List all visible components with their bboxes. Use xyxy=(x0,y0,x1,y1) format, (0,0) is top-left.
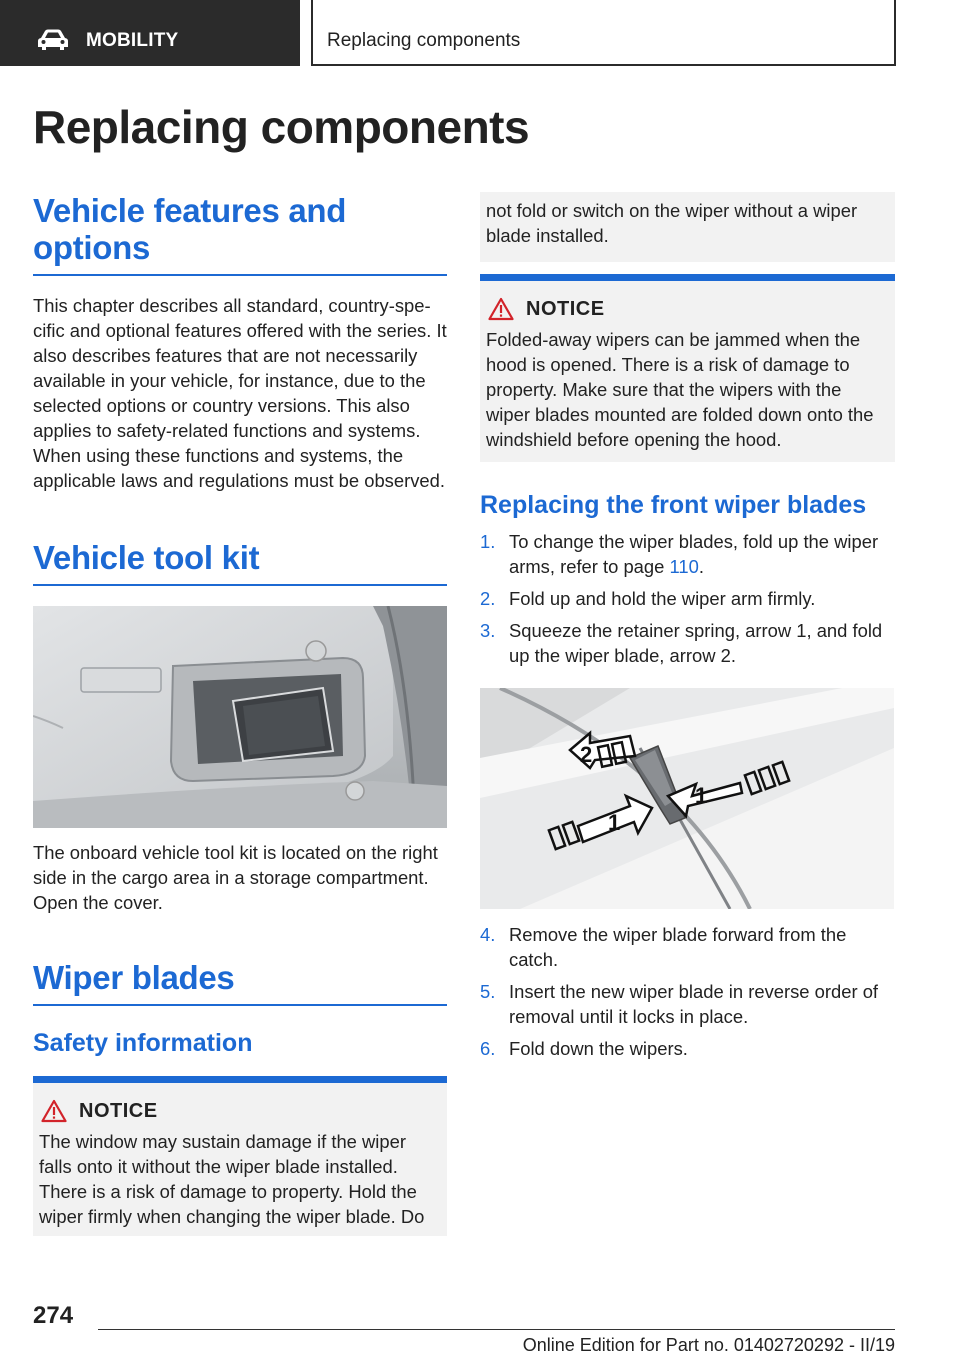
step-item xyxy=(480,529,895,579)
replace-front-wipers-heading: Replacing the front wiper blades xyxy=(480,491,867,519)
vehicle-features-paragraph: This chapter describes all standard, country-specific and optional features offered with the series. It also describes features that are not necessarily available in your vehicle, for instance, due to the selected options or country versions. This also applies to safety-related functions and systems. When using these functions and systems, the applicable laws and regulations must be observed. xyxy=(33,295,447,491)
notice-title: NOTICE xyxy=(79,1099,158,1122)
tool-kit-photo xyxy=(33,606,447,828)
notice-box-hood-jam xyxy=(480,274,895,462)
notice-text-continued: not fold or switch on the wiper without a wiper blade installed. xyxy=(486,200,858,246)
wiper-blade-illustration xyxy=(480,688,894,909)
right-column xyxy=(480,192,895,1068)
page-title: Replacing components xyxy=(33,101,530,153)
warning-triangle-icon xyxy=(488,297,514,321)
step-text: Squeeze the retainer spring, arrow 1, and fold up the wiper blade, arrow 2. xyxy=(509,620,883,666)
steps-list-top xyxy=(480,529,895,668)
tool-kit-caption: The onboard vehicle tool kit is located on the right side in the cargo area in a storage compartment. Open the cover. xyxy=(33,842,438,913)
step-item xyxy=(480,979,895,1029)
step-number: 2. xyxy=(480,588,496,609)
step-text: Fold up and hold the wiper arm firmly. xyxy=(509,588,816,609)
step-item xyxy=(480,586,895,611)
vehicle-features-heading xyxy=(33,192,447,276)
step-text: Fold down the wipers. xyxy=(509,1038,688,1059)
notice-text: Folded-away wipers can be jammed when the hood is opened. There is a risk of damage to property. Make sure that the wipers with the wiper blades mounted are folded down onto the windshield before opening the hood. xyxy=(486,329,874,450)
step-text: Remove the wiper blade forward from the catch. xyxy=(509,924,847,970)
step-number: 1. xyxy=(480,531,496,552)
arrow-1-right-label: 1 xyxy=(695,783,708,808)
arrow-2-label: 2 xyxy=(580,742,593,767)
step-number: 4. xyxy=(480,924,496,945)
warning-triangle-icon xyxy=(41,1099,67,1123)
page-reference-link[interactable]: 110 xyxy=(669,556,699,577)
step-number: 5. xyxy=(480,981,496,1002)
arrow-1-left-label: 1 xyxy=(608,810,621,835)
car-icon xyxy=(36,28,70,52)
header-chapter-tab[interactable] xyxy=(311,0,896,66)
header-chapter-label: Replacing components xyxy=(327,30,521,51)
steps-list-bottom xyxy=(480,922,895,1061)
safety-information-heading: Safety information xyxy=(33,1029,253,1057)
footer-edition-text: Online Edition for Part no. 01402720292 - II/19 xyxy=(522,1335,895,1355)
step-text xyxy=(509,529,895,579)
step-number: 3. xyxy=(480,620,496,641)
step-text-tail: . xyxy=(698,556,704,577)
tool-kit-heading: Vehicle tool kit xyxy=(33,539,447,586)
header-section-label: MOBILITY xyxy=(86,30,179,51)
vehicle-features-heading-line1: Vehicle features and xyxy=(33,192,347,229)
header-section-tab[interactable] xyxy=(0,0,300,66)
step-item xyxy=(480,618,895,668)
notice-box-wiper-damage-continued xyxy=(480,192,895,262)
step-item xyxy=(480,922,895,972)
left-column xyxy=(33,192,447,1236)
step-number: 6. xyxy=(480,1038,496,1059)
step-item xyxy=(480,1036,895,1061)
step-text: Insert the new wiper blade in reverse order of removal until it locks in place. xyxy=(509,981,879,1027)
notice-text: The window may sustain damage if the wiper falls onto it without the wiper blade installed. There is a risk of damage to property. Hold the wiper firmly when changing the wiper blade. Do xyxy=(39,1131,425,1227)
wiper-blades-heading: Wiper blades xyxy=(33,959,447,1006)
notice-box-wiper-damage xyxy=(33,1076,447,1236)
vehicle-features-heading-line2: options xyxy=(33,229,151,266)
page-number: 274 xyxy=(33,1302,74,1329)
footer-divider xyxy=(98,1329,895,1330)
step-text-main: To change the wiper blades, fold up the wiper arms, refer to page xyxy=(509,531,879,577)
notice-title: NOTICE xyxy=(526,297,605,320)
